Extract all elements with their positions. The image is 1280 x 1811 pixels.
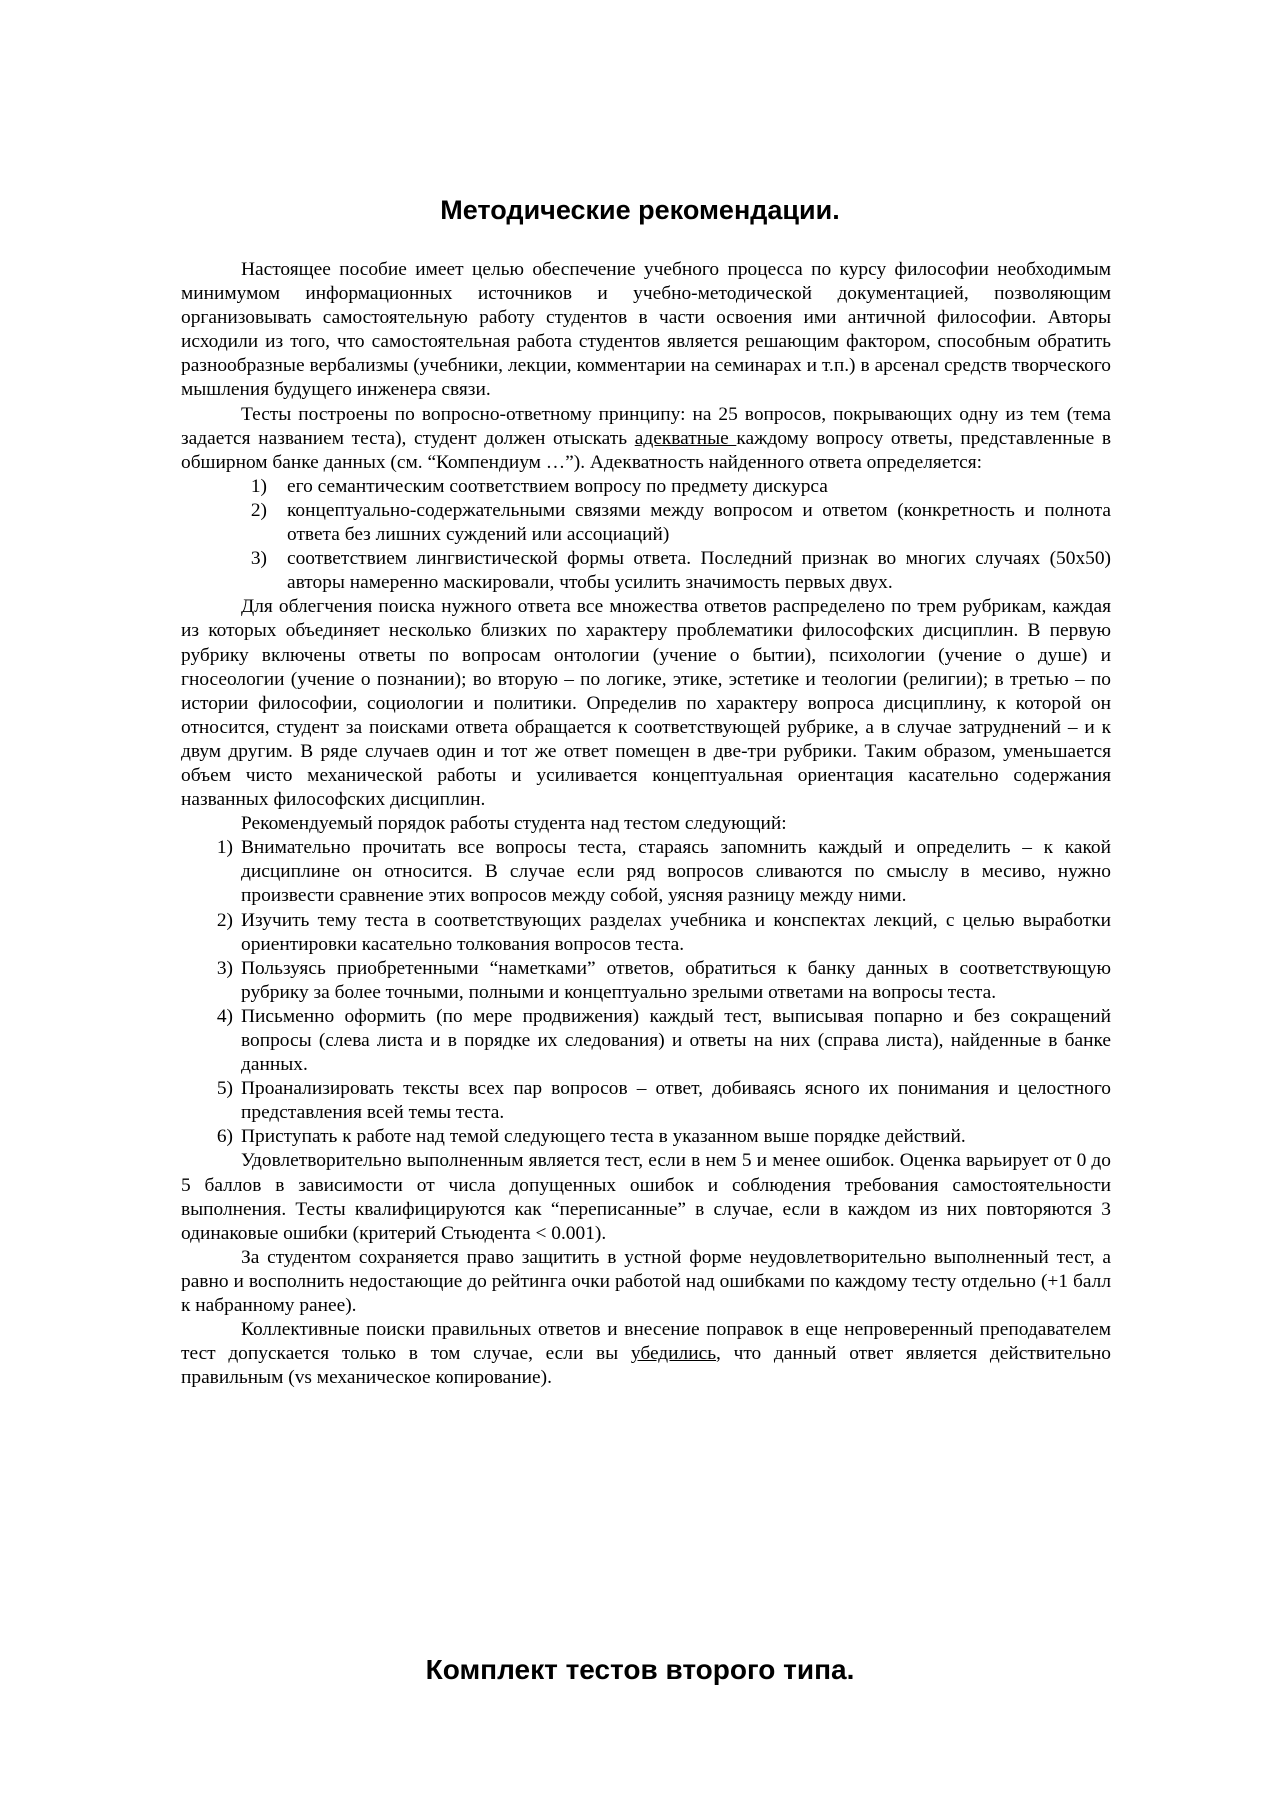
- list-number: 2): [250, 499, 267, 521]
- list-item: [216, 836, 1111, 908]
- underlined-word-convinced: убедились: [630, 1343, 717, 1365]
- list-item: [250, 499, 1111, 547]
- list-number: 3): [216, 957, 233, 979]
- text-run: Коллективные поиски правильных ответов и внесение поправок в еще непроверенный преподавателем тест допускается только в том случае, если вы: [181, 1319, 1111, 1365]
- list-item: [250, 547, 1111, 595]
- list-item: [216, 957, 1111, 1005]
- section-title: Комплект тестов второго типа.: [425, 1654, 855, 1685]
- text-run: каждому вопросу ответы, представленные в обширном банке данных (см. “Компендиум …”). Адекватность найденного ответа определяется:: [181, 427, 1111, 473]
- paragraph-retake-rights: За студентом сохраняется право защитить в устной форме неудовлетворительно выполненный тест, а равно и восполнить недостающие до рейтинга очки работой над ошибками по каждому тесту отдельно (+1 балл к набранному ранее).: [181, 1246, 1111, 1317]
- paragraph-tests-principle: [181, 403, 1111, 475]
- list-item-text: Приступать к работе над темой следующего теста в указанном выше порядке действий.: [241, 1126, 966, 1148]
- paragraph-intro: Настоящее пособие имеет целью обеспечение учебного процесса по курсу философии необходимым минимумом информационных источников и учебно-методической документацией, позволяющим организовывать самостоятельную работу студентов в части освоения ими античной философии. Авторы исходили из того, что самостоятельная работа студентов является решающим фактором, способным обратить разнообразные вербализмы (учебники, лекции, комментарии на семинарах и т.п.) в арсенал средств творческого мышления будущего инженера связи.: [181, 259, 1111, 401]
- list-item: [216, 1077, 1111, 1125]
- paragraph-collective-search: [181, 1318, 1111, 1390]
- list-item: [216, 1005, 1111, 1077]
- document-body: [181, 258, 1111, 1390]
- criteria-list: [181, 475, 1111, 595]
- list-item-text: его семантическим соответствием вопросу по предмету дискурса: [287, 475, 828, 497]
- paragraph-rubrics: Для облегчения поиска нужного ответа все множества ответов распределено по трем рубрикам, каждая из которых объединяет несколько близких по характеру проблематики философских дисциплин. В первую рубрику включены ответы по вопросам онтологии (учение о бытии), психологии (учение о душе) и гносеологии (учение о познании); во вторую – по логике, этике, эстетике и теологии (религии); в третью – по истории философии, социологии и политики. Определив по характеру вопроса дисциплину, к которой он относится, студент за поисками ответа обращается к соответствующей рубрике, а в случае затруднений – и к двум другим. В ряде случаев один и тот же ответ помещен в две-три рубрики. Таким образом, уменьшается объем чисто механической работы и усиливается концептуальная ориентация касательно содержания названных философских дисциплин.: [181, 596, 1111, 811]
- list-number: 3): [250, 548, 267, 570]
- list-item: [216, 909, 1111, 957]
- text-run: Тесты построены по вопросно-ответному принципу: на 25 вопросов, покрывающих одну из тем (тема задается названием теста), студент должен отыскать: [181, 403, 1111, 449]
- list-number: 4): [216, 1005, 233, 1027]
- text-run: , что данный ответ является действительно правильным (vs механическое копирование).: [181, 1343, 1112, 1389]
- paragraph-grading: Удовлетворительно выполненным является тест, если в нем 5 и менее ошибок. Оценка варьирует от 0 до 5 баллов в зависимости от числа допущенных ошибок и соблюдения требования самостоятельности выполнения. Тесты квалифицируются как “переписанные” в случае, если в каждом из них повторяются 3 одинаковые ошибки (критерий Стьюдента < 0.001).: [181, 1150, 1111, 1244]
- list-number: 1): [216, 837, 233, 859]
- list-item-text: Изучить тему теста в соответствующих разделах учебника и конспектах лекций, с целью выработки ориентировки касательно толкования вопросов теста.: [241, 909, 1111, 955]
- list-number: 6): [216, 1126, 233, 1148]
- list-item-text: Пользуясь приобретенными “наметками” ответов, обратиться к банку данных в соответствующую рубрику за более точными, полными и концептуально зрелыми ответами на вопросы теста.: [241, 957, 1111, 1003]
- list-number: 2): [216, 909, 233, 931]
- list-item: [216, 1125, 1111, 1149]
- list-item-text: Письменно оформить (по мере продвижения) каждый тест, выписывая попарно и без сокращений вопросы (слева листа и в порядке их следования) и ответы на них (справа листа), найденные в банке данных.: [241, 1005, 1111, 1076]
- list-item: [250, 475, 1111, 499]
- page-title: Методические рекомендации.: [440, 195, 840, 225]
- list-number: 1): [250, 475, 267, 497]
- underlined-word-adequate: адекватные: [634, 427, 737, 449]
- list-item-text: Внимательно прочитать все вопросы теста, стараясь запомнить каждый и определить – к какой дисциплине он относится. В случае если ряд вопросов сливаются по смыслу в месиво, нужно произвести сравнение этих вопросов между собой, уясняя разницу между ними.: [241, 837, 1111, 907]
- paragraph-procedure-intro: Рекомендуемый порядок работы студента над тестом следующий:: [241, 813, 787, 835]
- procedure-steps-list: [181, 836, 1111, 1149]
- list-item-text: Проанализировать тексты всех пар вопросов – ответ, добиваясь ясного их понимания и целостного представления всей темы теста.: [241, 1078, 1111, 1124]
- list-item-text: соответствием лингвистической формы ответа. Последний признак во многих случаях (50х50) авторы намеренно маскировали, чтобы усилить значимость первых двух.: [287, 548, 1111, 594]
- list-number: 5): [216, 1078, 233, 1100]
- list-item-text: концептуально-содержательными связями между вопросом и ответом (конкретность и полнота ответа без лишних суждений или ассоциаций): [287, 499, 1111, 546]
